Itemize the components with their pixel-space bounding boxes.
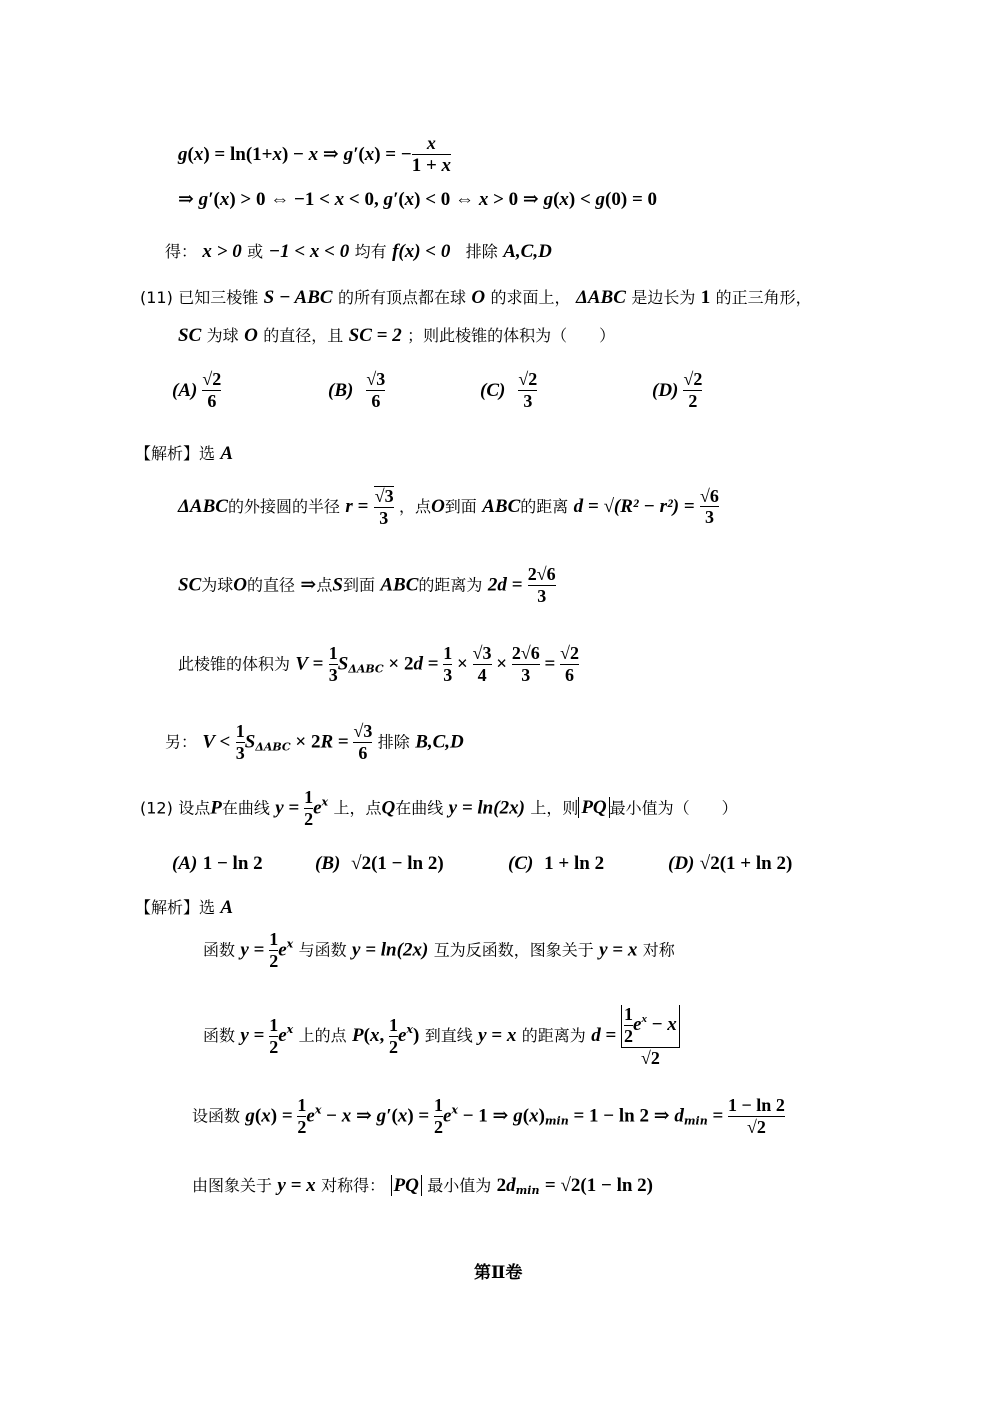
q11-solution-4: 另： V < $\frac{1}{3}$ $S_{\Delta ABC} \times 2R$ = $\frac{√3}{6}$ 排除 B,C,D xyxy=(165,721,464,763)
q11-solution-2: SC为球O的直径 ⇒点S到面 ABC的距离为 2d = $\frac{2√6}{3}$ xyxy=(178,564,556,606)
derivation-line-2: ⇒ g′(x) > 0 ⇔ −1 < x < 0, g′(x) < 0 ⇔ x > 0 ⇒ g(x) < g(0) = 0 xyxy=(178,189,658,210)
q11-option-a: (A) $\frac{√2}{6}$ xyxy=(172,369,222,411)
question-12-line-1: (12) 设点P在曲线 y = $\frac{1}{2}$ $e^x$ 上，点Q在曲线 y = ln(2x) 上，则 PQ 最小值为（ ） xyxy=(140,787,738,829)
q12-option-a: (A) 1 − ln 2 xyxy=(172,853,263,874)
q12-option-d: (D) √2(1 + ln 2) xyxy=(668,853,793,874)
q11-option-d: (D) $\frac{√2}{2}$ xyxy=(652,369,703,411)
q12-answer: 【解析】选 A xyxy=(135,897,234,918)
section-title: 第Ⅱ卷 xyxy=(474,1263,523,1282)
q11-solution-1: ΔABC的外接圆的半径 r = $\frac{√3}{3}$ ，点O到面 ABC的距离 d = √(R² − r²) = $\frac{√6}{3}$ xyxy=(178,485,719,528)
q12-solution-2: 函数 y = $\frac{1}{2}$ $e^x$ 上的点 P(x, $\frac{1}{2}$ $e^x$) 到直线 y = x 的距离为 d = $\frac{1}{2}$ $e^x - x$ √2 xyxy=(203,1005,680,1068)
q11-option-c: (C) $\frac{√2}{3}$ xyxy=(480,369,538,411)
conclusion-line: 得： x > 0 或 −1 < x < 0 均有 f(x) < 0 排除 A,C,D xyxy=(165,241,552,262)
q11-answer: 【解析】选 A xyxy=(135,443,234,464)
q11-option-b: (B) $\frac{√3}{6}$ xyxy=(328,369,386,411)
q12-solution-1: 函数 y = $\frac{1}{2}$ $e^x$ 与函数 y = ln(2x) 互为反函数，图象关于 y = x 对称 xyxy=(203,929,675,971)
derivation-line-1: g(x) = ln(1+x) − x ⇒ g′(x) = − $\frac{x}{1 + x}$ xyxy=(178,133,452,176)
q12-option-c: (C) 1 + ln 2 xyxy=(508,853,605,874)
q11-solution-3: 此棱锥的体积为 V = $\frac{1}{3}$ $S_{\Delta ABC} \times 2d$ = $\frac{1}{3}$ × $\frac{√3}{4}$ × $\frac{2√6}{3}$ = $\frac{√2}{6}$ xyxy=(178,643,579,685)
question-11-line-2: SC 为球 O 的直径，且 SC = 2 ；则此棱锥的体积为（ ） xyxy=(178,325,616,346)
question-11-line-1: (11) 已知三棱锥 S − ABC 的所有顶点都在球 O 的求面上， ΔABC 是边长为 1 的正三角形， xyxy=(140,287,812,308)
q12-solution-3: 设函数 g(x) = $\frac{1}{2}$ $e^x - x$ ⇒ g′(x) = $\frac{1}{2}$ $e^x - 1$ ⇒ $g(x)_{min} = 1 - \ln 2$ ⇒ $d_{min}$ = $\frac{1 - \ln 2}{√2}$ xyxy=(192,1095,785,1137)
q12-option-b: (B) √2(1 − ln 2) xyxy=(315,853,444,874)
q12-solution-4: 由图象关于 y = x 对称得： PQ 最小值为 $2d_{min} = √2(1 - \ln 2)$ xyxy=(192,1175,653,1197)
